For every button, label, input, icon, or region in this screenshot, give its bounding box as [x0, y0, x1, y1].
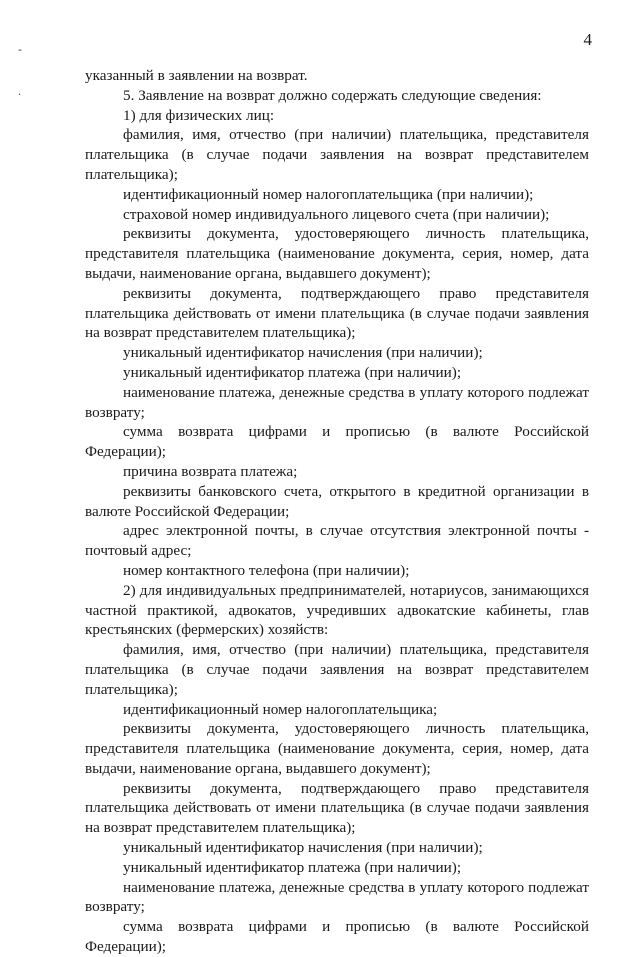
list-item: реквизиты банковского счета, открытого в кредитной организации в валюте Российской Федерации; — [85, 482, 589, 520]
list-item: сумма возврата цифрами и прописью (в валюте Российской Федерации); — [85, 918, 589, 956]
section-heading: 5. Заявление на возврат должно содержать следующие сведения: — [123, 86, 542, 104]
margin-mark: . — [18, 84, 21, 98]
list-item: реквизиты документа, подтверждающего право представителя плательщика действовать от имени плательщика (в случае подачи заявления на возврат представителем плательщика); — [85, 284, 589, 342]
paragraph: указанный в заявлении на возврат. — [85, 67, 308, 84]
list-item: реквизиты документа, подтверждающего право представителя плательщика действовать от имени плательщика (в случае подачи заявления на возврат представителем плательщика); — [85, 779, 589, 837]
list-item: уникальный идентификатор начисления (при наличии); — [123, 839, 483, 857]
list-item: причина возврата платежа; — [123, 462, 298, 480]
margin-mark: - — [18, 42, 22, 56]
list-item: реквизиты документа, удостоверяющего личность плательщика, представителя плательщика (наименование документа, серия, номер, дата выдачи, наименование органа, выдавшего документ); — [85, 225, 589, 282]
list-item: уникальный идентификатор начисления (при наличии); — [123, 344, 483, 362]
list-item: фамилия, имя, отчество (при наличии) плательщика, представителя плательщика (в случае подачи заявления на возврат представителем плательщика); — [85, 641, 589, 698]
subsection-heading: 1) для физических лиц: — [123, 106, 275, 124]
page-number: 4 — [583, 30, 592, 49]
list-item: адрес электронной почты, в случае отсутствия электронной почты - почтовый адрес; — [85, 522, 589, 560]
list-item: фамилия, имя, отчество (при наличии) плательщика, представителя плательщика (в случае подачи заявления на возврат представителем плательщика); — [85, 126, 589, 183]
list-item: уникальный идентификатор платежа (при наличии); — [123, 858, 462, 876]
list-item: сумма возврата цифрами и прописью (в валюте Российской Федерации); — [85, 423, 589, 461]
list-item: номер контактного телефона (при наличии); — [123, 561, 410, 579]
subsection-heading: 2) для индивидуальных предпринимателей, нотариусов, занимающихся частной практикой, адвокатов, учредивших адвокатские кабинеты, глав крестьянских (фермерских) хозяйств: — [85, 581, 589, 639]
list-item: наименование платежа, денежные средства в уплату которого подлежат возврату; — [85, 383, 589, 421]
list-item: наименование платежа, денежные средства в уплату которого подлежат возврату; — [85, 878, 589, 916]
list-item: уникальный идентификатор платежа (при наличии); — [123, 363, 462, 381]
list-item: идентификационный номер налогоплательщика; — [123, 700, 438, 718]
document-body — [85, 66, 589, 957]
list-item: реквизиты документа, удостоверяющего личность плательщика, представителя плательщика (наименование документа, серия, номер, дата выдачи, наименование органа, выдавшего документ); — [85, 720, 589, 777]
list-item: идентификационный номер налогоплательщика (при наличии); — [123, 185, 534, 203]
list-item: страховой номер индивидуального лицевого счета (при наличии); — [123, 205, 550, 223]
